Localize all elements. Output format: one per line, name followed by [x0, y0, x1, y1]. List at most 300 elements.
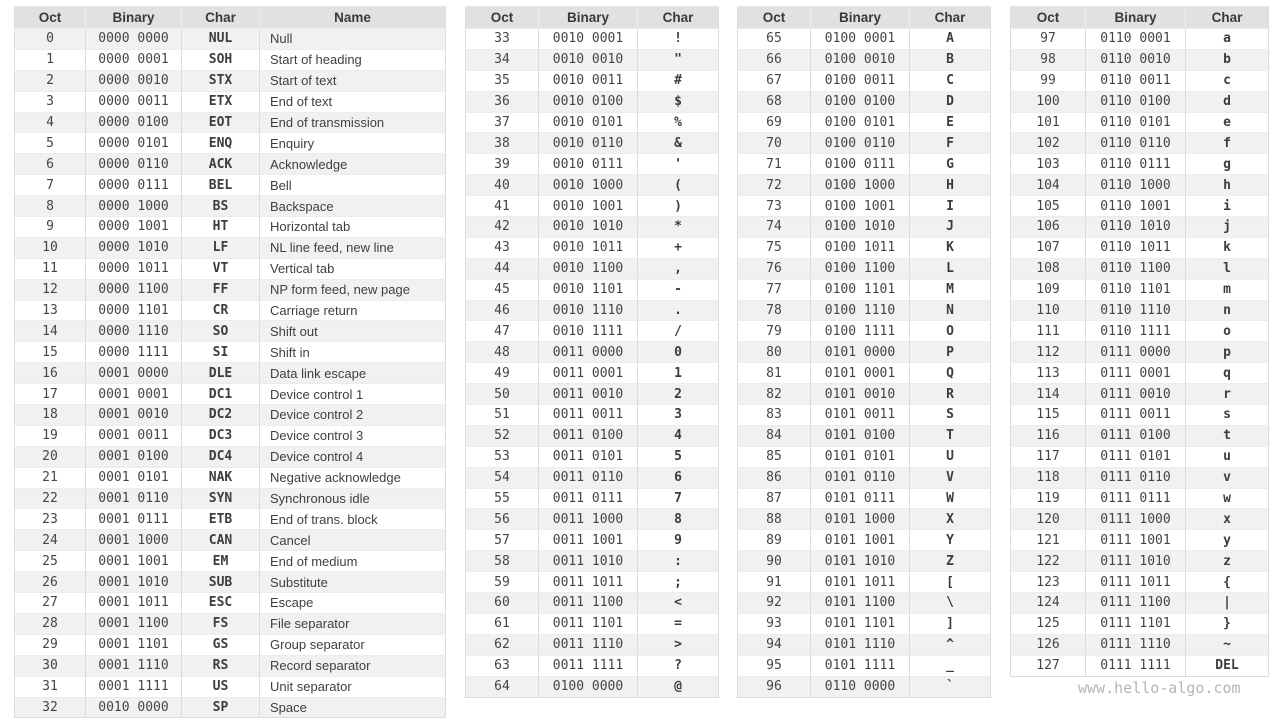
table-row	[738, 467, 991, 488]
binary-cell: 0001 1110	[86, 655, 182, 676]
header-row	[15, 7, 446, 29]
table-row	[738, 655, 991, 676]
table-row	[466, 425, 719, 446]
table-row	[738, 49, 991, 70]
header-row	[738, 7, 991, 29]
table-row	[738, 530, 991, 551]
name-cell: Null	[260, 29, 446, 50]
column-header-oct: Oct	[466, 7, 539, 29]
binary-cell: 0100 0111	[811, 154, 910, 175]
char-cell: |	[1186, 593, 1269, 614]
binary-cell: 0100 1010	[811, 217, 910, 238]
oct-cell: 120	[1011, 509, 1086, 530]
binary-cell: 0101 0110	[811, 467, 910, 488]
char-cell: BEL	[182, 175, 260, 196]
table-row	[466, 593, 719, 614]
binary-cell: 0000 0110	[86, 154, 182, 175]
oct-cell: 65	[738, 29, 811, 50]
binary-cell: 0111 1111	[1086, 655, 1186, 676]
oct-cell: 1	[15, 49, 86, 70]
oct-cell: 117	[1011, 446, 1086, 467]
binary-cell: 0111 0010	[1086, 384, 1186, 405]
binary-cell: 0111 1010	[1086, 551, 1186, 572]
char-cell: {	[1186, 572, 1269, 593]
binary-cell: 0110 1000	[1086, 175, 1186, 196]
oct-cell: 36	[466, 91, 539, 112]
oct-cell: 31	[15, 676, 86, 697]
column-header-char: Char	[638, 7, 719, 29]
name-cell: End of text	[260, 91, 446, 112]
name-cell: Start of heading	[260, 49, 446, 70]
oct-cell: 95	[738, 655, 811, 676]
oct-cell: 72	[738, 175, 811, 196]
oct-cell: 103	[1011, 154, 1086, 175]
name-cell: Unit separator	[260, 676, 446, 697]
binary-cell: 0110 0101	[1086, 112, 1186, 133]
char-cell: r	[1186, 384, 1269, 405]
oct-cell: 84	[738, 425, 811, 446]
oct-cell: 42	[466, 217, 539, 238]
char-cell: H	[910, 175, 991, 196]
oct-cell: 108	[1011, 258, 1086, 279]
binary-cell: 0001 0101	[86, 467, 182, 488]
table-row	[738, 91, 991, 112]
char-cell: d	[1186, 91, 1269, 112]
table-row	[466, 676, 719, 697]
table-row	[738, 488, 991, 509]
oct-cell: 81	[738, 363, 811, 384]
char-cell: ETB	[182, 509, 260, 530]
table-row	[1011, 613, 1269, 634]
char-cell: _	[910, 655, 991, 676]
binary-cell: 0001 0110	[86, 488, 182, 509]
char-cell: O	[910, 321, 991, 342]
char-cell: v	[1186, 467, 1269, 488]
char-cell: SUB	[182, 572, 260, 593]
name-cell: NL line feed, new line	[260, 237, 446, 258]
binary-cell: 0100 1101	[811, 279, 910, 300]
table-row	[15, 593, 446, 614]
table-row	[1011, 279, 1269, 300]
binary-cell: 0000 0101	[86, 133, 182, 154]
binary-cell: 0010 1001	[539, 196, 638, 217]
char-cell: CAN	[182, 530, 260, 551]
table-row	[15, 363, 446, 384]
table-row	[15, 551, 446, 572]
table-row	[15, 279, 446, 300]
binary-cell: 0010 0011	[539, 70, 638, 91]
oct-cell: 41	[466, 196, 539, 217]
oct-cell: 99	[1011, 70, 1086, 91]
oct-cell: 3	[15, 91, 86, 112]
char-cell: DEL	[1186, 655, 1269, 676]
table-row	[1011, 258, 1269, 279]
binary-cell: 0001 1100	[86, 613, 182, 634]
table-row	[15, 196, 446, 217]
table-row	[15, 572, 446, 593]
char-cell: !	[638, 29, 719, 50]
char-cell: a	[1186, 29, 1269, 50]
binary-cell: 0111 0110	[1086, 467, 1186, 488]
char-cell: s	[1186, 405, 1269, 426]
binary-cell: 0001 0000	[86, 363, 182, 384]
oct-cell: 6	[15, 154, 86, 175]
char-cell: LF	[182, 237, 260, 258]
char-cell: NAK	[182, 467, 260, 488]
oct-cell: 37	[466, 112, 539, 133]
char-cell: EOT	[182, 112, 260, 133]
char-cell: i	[1186, 196, 1269, 217]
binary-cell: 0110 1001	[1086, 196, 1186, 217]
column-header-char: Char	[1186, 7, 1269, 29]
char-cell: m	[1186, 279, 1269, 300]
binary-cell: 0000 1111	[86, 342, 182, 363]
oct-cell: 66	[738, 49, 811, 70]
oct-cell: 58	[466, 551, 539, 572]
binary-cell: 0111 0001	[1086, 363, 1186, 384]
binary-cell: 0111 1100	[1086, 593, 1186, 614]
char-cell: NUL	[182, 29, 260, 50]
char-cell: w	[1186, 488, 1269, 509]
oct-cell: 15	[15, 342, 86, 363]
oct-cell: 111	[1011, 321, 1086, 342]
table-row	[466, 655, 719, 676]
table-row	[1011, 551, 1269, 572]
oct-cell: 94	[738, 634, 811, 655]
binary-cell: 0000 1011	[86, 258, 182, 279]
char-cell: T	[910, 425, 991, 446]
binary-cell: 0100 0011	[811, 70, 910, 91]
ascii-table	[737, 6, 991, 698]
char-cell: p	[1186, 342, 1269, 363]
binary-cell: 0000 1000	[86, 196, 182, 217]
binary-cell: 0111 1011	[1086, 572, 1186, 593]
name-cell: Space	[260, 697, 446, 718]
char-cell: G	[910, 154, 991, 175]
binary-cell: 0001 1111	[86, 676, 182, 697]
binary-cell: 0110 0110	[1086, 133, 1186, 154]
oct-cell: 112	[1011, 342, 1086, 363]
binary-cell: 0000 0000	[86, 29, 182, 50]
table-row	[15, 655, 446, 676]
oct-cell: 7	[15, 175, 86, 196]
table-row	[1011, 237, 1269, 258]
binary-cell: 0101 0101	[811, 446, 910, 467]
table-row	[466, 488, 719, 509]
binary-cell: 0101 1010	[811, 551, 910, 572]
table-row	[15, 112, 446, 133]
table-row	[15, 237, 446, 258]
name-cell: Synchronous idle	[260, 488, 446, 509]
binary-cell: 0001 1000	[86, 530, 182, 551]
char-cell: Q	[910, 363, 991, 384]
table-row	[466, 196, 719, 217]
oct-cell: 124	[1011, 593, 1086, 614]
binary-cell: 0110 1111	[1086, 321, 1186, 342]
oct-cell: 13	[15, 300, 86, 321]
name-cell: Horizontal tab	[260, 217, 446, 238]
char-cell: RS	[182, 655, 260, 676]
oct-cell: 27	[15, 593, 86, 614]
table-row	[466, 467, 719, 488]
table-row	[738, 551, 991, 572]
binary-cell: 0001 1010	[86, 572, 182, 593]
char-cell: F	[910, 133, 991, 154]
char-cell: 4	[638, 425, 719, 446]
binary-cell: 0010 1010	[539, 217, 638, 238]
oct-cell: 19	[15, 425, 86, 446]
binary-cell: 0010 0111	[539, 154, 638, 175]
oct-cell: 97	[1011, 29, 1086, 50]
table-row	[15, 258, 446, 279]
name-cell: Escape	[260, 593, 446, 614]
table-row	[738, 593, 991, 614]
binary-cell: 0100 1111	[811, 321, 910, 342]
ascii-table	[1010, 6, 1269, 677]
oct-cell: 126	[1011, 634, 1086, 655]
column-header-binary: Binary	[539, 7, 638, 29]
oct-cell: 114	[1011, 384, 1086, 405]
table-row	[466, 405, 719, 426]
table-row	[738, 112, 991, 133]
binary-cell: 0111 1000	[1086, 509, 1186, 530]
char-cell: 7	[638, 488, 719, 509]
table-row	[466, 530, 719, 551]
oct-cell: 123	[1011, 572, 1086, 593]
oct-cell: 113	[1011, 363, 1086, 384]
char-cell: Y	[910, 530, 991, 551]
table-row	[738, 237, 991, 258]
table-row	[466, 154, 719, 175]
oct-cell: 127	[1011, 655, 1086, 676]
char-cell: DC2	[182, 405, 260, 426]
oct-cell: 64	[466, 676, 539, 697]
oct-cell: 68	[738, 91, 811, 112]
binary-cell: 0000 1101	[86, 300, 182, 321]
binary-cell: 0001 1001	[86, 551, 182, 572]
binary-cell: 0100 1100	[811, 258, 910, 279]
table-row	[1011, 509, 1269, 530]
oct-cell: 104	[1011, 175, 1086, 196]
oct-cell: 118	[1011, 467, 1086, 488]
char-cell: CR	[182, 300, 260, 321]
char-cell: ?	[638, 655, 719, 676]
char-cell: 0	[638, 342, 719, 363]
oct-cell: 79	[738, 321, 811, 342]
table-row	[15, 613, 446, 634]
binary-cell: 0010 1100	[539, 258, 638, 279]
oct-cell: 76	[738, 258, 811, 279]
table-row	[15, 676, 446, 697]
ascii-table-panel-symbols-digits	[465, 6, 718, 698]
char-cell: P	[910, 342, 991, 363]
char-cell: ~	[1186, 634, 1269, 655]
binary-cell: 0100 1011	[811, 237, 910, 258]
oct-cell: 55	[466, 488, 539, 509]
table-row	[738, 29, 991, 50]
binary-cell: 0011 1001	[539, 530, 638, 551]
char-cell: DLE	[182, 363, 260, 384]
char-cell: ,	[638, 258, 719, 279]
table-row	[738, 384, 991, 405]
table-row	[466, 321, 719, 342]
table-row	[15, 29, 446, 50]
binary-cell: 0000 0010	[86, 70, 182, 91]
table-row	[738, 133, 991, 154]
oct-cell: 34	[466, 49, 539, 70]
table-row	[15, 175, 446, 196]
char-cell: h	[1186, 175, 1269, 196]
name-cell: Device control 3	[260, 425, 446, 446]
char-cell: Z	[910, 551, 991, 572]
oct-cell: 90	[738, 551, 811, 572]
table-row	[738, 300, 991, 321]
char-cell: <	[638, 593, 719, 614]
binary-cell: 0111 0111	[1086, 488, 1186, 509]
char-cell: 9	[638, 530, 719, 551]
table-row	[466, 237, 719, 258]
oct-cell: 32	[15, 697, 86, 718]
oct-cell: 49	[466, 363, 539, 384]
binary-cell: 0011 0001	[539, 363, 638, 384]
table-row	[15, 300, 446, 321]
table-row	[1011, 405, 1269, 426]
char-cell: y	[1186, 530, 1269, 551]
oct-cell: 73	[738, 196, 811, 217]
binary-cell: 0111 1110	[1086, 634, 1186, 655]
binary-cell: 0110 0100	[1086, 91, 1186, 112]
oct-cell: 101	[1011, 112, 1086, 133]
table-row	[15, 154, 446, 175]
binary-cell: 0101 1000	[811, 509, 910, 530]
oct-cell: 106	[1011, 217, 1086, 238]
char-cell: STX	[182, 70, 260, 91]
table-row	[15, 342, 446, 363]
char-cell: K	[910, 237, 991, 258]
char-cell: VT	[182, 258, 260, 279]
binary-cell: 0100 0110	[811, 133, 910, 154]
table-row	[15, 384, 446, 405]
char-cell: ^	[910, 634, 991, 655]
ascii-table-panel-uppercase	[737, 6, 990, 698]
oct-cell: 46	[466, 300, 539, 321]
oct-cell: 17	[15, 384, 86, 405]
oct-cell: 82	[738, 384, 811, 405]
oct-cell: 0	[15, 29, 86, 50]
table-row	[738, 405, 991, 426]
table-row	[1011, 530, 1269, 551]
binary-cell: 0001 1011	[86, 593, 182, 614]
binary-cell: 0000 1010	[86, 237, 182, 258]
binary-cell: 0010 0000	[86, 697, 182, 718]
oct-cell: 74	[738, 217, 811, 238]
name-cell: Device control 4	[260, 446, 446, 467]
table-row	[738, 613, 991, 634]
binary-cell: 0110 1101	[1086, 279, 1186, 300]
char-cell: DC1	[182, 384, 260, 405]
char-cell: ;	[638, 572, 719, 593]
oct-cell: 2	[15, 70, 86, 91]
oct-cell: 44	[466, 258, 539, 279]
char-cell: '	[638, 154, 719, 175]
oct-cell: 119	[1011, 488, 1086, 509]
table-row	[1011, 425, 1269, 446]
header-row	[466, 7, 719, 29]
binary-cell: 0100 0001	[811, 29, 910, 50]
char-cell: (	[638, 175, 719, 196]
table-row	[1011, 91, 1269, 112]
table-row	[466, 91, 719, 112]
table-row	[466, 279, 719, 300]
oct-cell: 18	[15, 405, 86, 426]
oct-cell: 50	[466, 384, 539, 405]
oct-cell: 75	[738, 237, 811, 258]
binary-cell: 0101 0011	[811, 405, 910, 426]
oct-cell: 116	[1011, 425, 1086, 446]
char-cell: :	[638, 551, 719, 572]
oct-cell: 35	[466, 70, 539, 91]
oct-cell: 12	[15, 279, 86, 300]
table-row	[15, 405, 446, 426]
oct-cell: 47	[466, 321, 539, 342]
binary-cell: 0000 0001	[86, 49, 182, 70]
binary-cell: 0101 0001	[811, 363, 910, 384]
oct-cell: 98	[1011, 49, 1086, 70]
oct-cell: 87	[738, 488, 811, 509]
binary-cell: 0010 1000	[539, 175, 638, 196]
char-cell: 3	[638, 405, 719, 426]
oct-cell: 83	[738, 405, 811, 426]
table-row	[466, 363, 719, 384]
char-cell: SYN	[182, 488, 260, 509]
binary-cell: 0110 1010	[1086, 217, 1186, 238]
table-row	[1011, 196, 1269, 217]
table-row	[15, 467, 446, 488]
oct-cell: 33	[466, 29, 539, 50]
table-row	[738, 70, 991, 91]
oct-cell: 71	[738, 154, 811, 175]
oct-cell: 5	[15, 133, 86, 154]
table-row	[1011, 217, 1269, 238]
binary-cell: 0110 0011	[1086, 70, 1186, 91]
char-cell: %	[638, 112, 719, 133]
binary-cell: 0011 0100	[539, 425, 638, 446]
table-row	[15, 634, 446, 655]
column-header-oct: Oct	[738, 7, 811, 29]
name-cell: File separator	[260, 613, 446, 634]
binary-cell: 0100 1110	[811, 300, 910, 321]
name-cell: Backspace	[260, 196, 446, 217]
oct-cell: 80	[738, 342, 811, 363]
binary-cell: 0111 0000	[1086, 342, 1186, 363]
char-cell: t	[1186, 425, 1269, 446]
column-header-char: Char	[182, 7, 260, 29]
binary-cell: 0110 1011	[1086, 237, 1186, 258]
char-cell: W	[910, 488, 991, 509]
name-cell: Vertical tab	[260, 258, 446, 279]
binary-cell: 0010 0101	[539, 112, 638, 133]
oct-cell: 88	[738, 509, 811, 530]
name-cell: Cancel	[260, 530, 446, 551]
table-row	[1011, 175, 1269, 196]
char-cell: \	[910, 593, 991, 614]
table-row	[466, 175, 719, 196]
char-cell: c	[1186, 70, 1269, 91]
binary-cell: 0101 0010	[811, 384, 910, 405]
oct-cell: 70	[738, 133, 811, 154]
name-cell: Device control 2	[260, 405, 446, 426]
binary-cell: 0010 0001	[539, 29, 638, 50]
